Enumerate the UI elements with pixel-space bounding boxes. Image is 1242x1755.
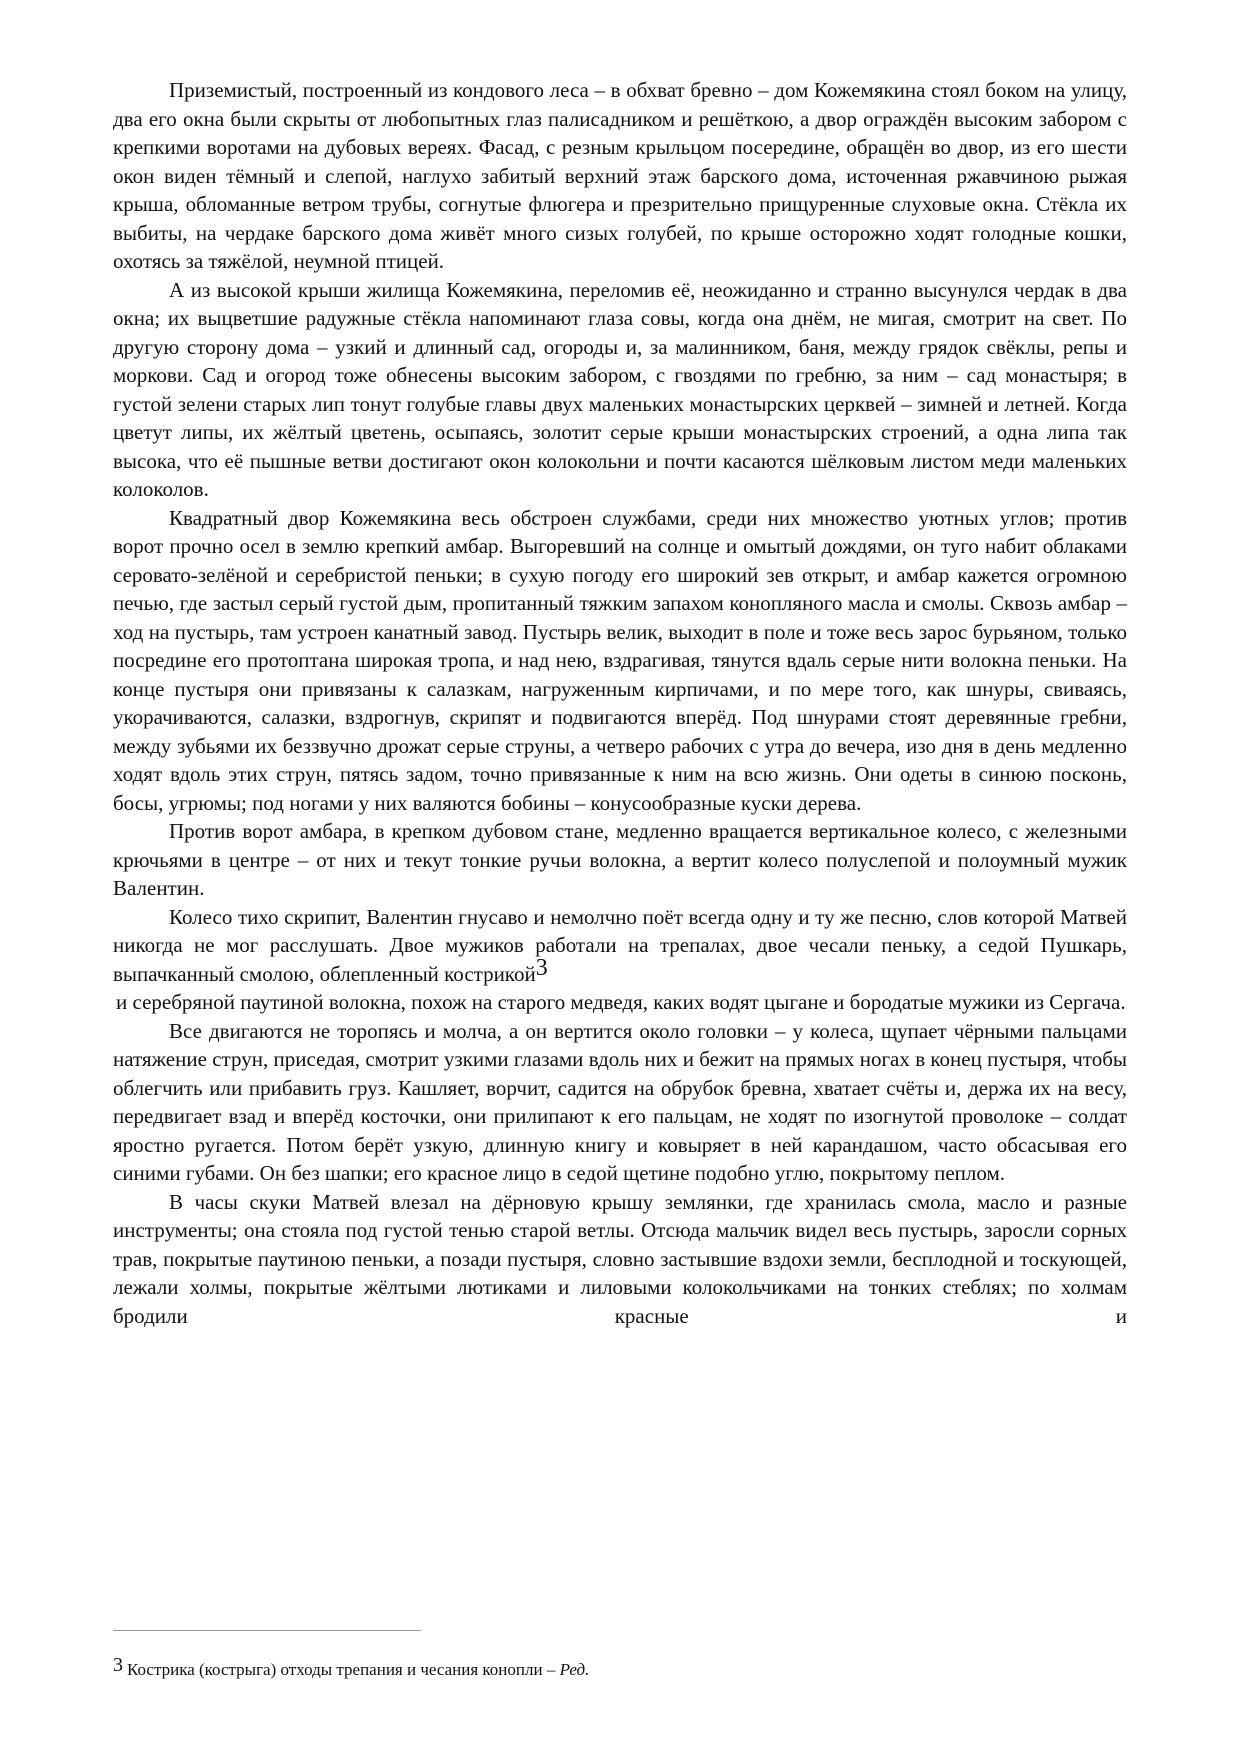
- paragraph-1: Приземистый, построенный из кондового леса – в обхват бревно – дом Кожемякина стоял боком на улицу, два его окна были скрыты от любопытных глаз палисадником и решёткою, а двор ограждён высоким забором с крепкими воротами на дубовых вереях. Фасад, с резным крыльцом посередине, обращён во двор, из его шести окон виден тёмный и слепой, наглухо забитый верхний этаж барского дома, источенная ржавчиною рыжая крыша, обломанные ветром трубы, согнутые флюгера и презрительно прищуренные слуховые окна. Стёкла их выбиты, на чердаке барского дома живёт много сизых голубей, по крыше осторожно ходят голодные кошки, охотясь за тяжёлой, неумной птицей.: [113, 78, 1127, 273]
- paragraph-6: и серебряной паутиной волокна, похож на старого медведя, каких водят цыгане и бородатые мужики из Сергача.: [116, 990, 1126, 1014]
- footnote: [113, 1654, 1127, 1681]
- paragraph-8: В часы скуки Матвей влезал на дёрновую крышу землянки, где хранилась смола, масло и разные инструменты; она стояла под густой тенью старой ветлы. Отсюда мальчик видел весь пустырь, заросли сорных трав, покрытые паутиною пеньки, а позади пустыря, словно застывшие вздохи земли, бесплодной и тоскующей, лежали холмы, покрытые жёлтыми лютиками и лиловыми колокольчиками на тонких стеблях; по холмам бродили красные и: [113, 1189, 1127, 1328]
- paragraph-5: [113, 903, 1127, 989]
- paragraph-5-text: Колесо тихо скрипит, Валентин гнусаво и немолчно поёт всегда одну и ту же песню, слов которой Матвей никогда не мог расслушать. Двое мужиков работали на трепалах, двое чесали пеньку, а седой Пушкарь, выпачканный смолою, облепленный кострикой: [113, 904, 1127, 986]
- footnote-reference[interactable]: 3: [535, 954, 548, 981]
- footnote-divider: [113, 1630, 421, 1631]
- paragraph-3: Квадратный двор Кожемякина весь обстроен службами, среди них множество уютных углов; против ворот прочно осел в землю крепкий амбар. Выгоревший на солнце и омытый дождями, он туго набит облаками серовато-зелёной и серебристой пеньки; в сухую погоду его широкий зев открыт, и амбар кажется огромною печью, где застыл серый густой дым, пропитанный тяжким запахом конопляного масла и смолы. Сквозь амбар – ход на пустырь, там устроен канатный завод. Пустырь велик, выходит в поле и тоже весь зарос бурьяном, только посредине его протоптана широкая тропа, и над нею, вздрагивая, тянутся вдаль серые нити волокна пеньки. На конце пустыря они привязаны к салазкам, нагруженным кирпичами, и по мере того, как шнуры, свиваясь, укорачиваются, салазки, вздрогнув, скрипят и подвигаются вперёд. Под шнурами стоят деревянные гребни, между зубьями их беззвучно дрожат серые струны, а четверо рабочих с утра до вечера, изо дня в день медленно ходят вдоль этих струн, пятясь задом, точно привязанные к ним на всю жизнь. Они одеты в синюю посконь, босы, угрюмы; под ногами у них валяются бобины – конусообразные куски дерева.: [113, 505, 1127, 815]
- footnote-text: Кострика (кострыга) отходы трепания и чесания конопли –: [127, 1660, 560, 1679]
- page-body: [113, 76, 1127, 1330]
- footnote-number: 3: [113, 1654, 123, 1676]
- paragraph-7: Все двигаются не торопясь и молча, а он вертится около головки – у колеса, щупает чёрными пальцами натяжение струн, приседая, смотрит узкими глазами вдоль них и бежит на прямых ногах в конец пустыря, чтобы облегчить или прибавить груз. Кашляет, ворчит, садится на обрубок бревна, хватает счёты и, держа их на весу, передвигает взад и вперёд косточки, они прилипают к его пальцам, не ходят по изогнутой проволоке – солдат яростно ругается. Потом берёт узкую, длинную книгу и ковыряет в ней карандашом, часто обсасывая его синими губами. Он без шапки; его красное лицо в седой щетине подобно углю, покрытому пеплом.: [113, 1018, 1127, 1185]
- paragraph-4: Против ворот амбара, в крепком дубовом стане, медленно вращается вертикальное колесо, с железными крючьями в центре – от них и текут тонкие ручьи волокна, а вертит колесо полуслепой и полоумный мужик Валентин.: [113, 819, 1127, 900]
- paragraph-2: А из высокой крыши жилища Кожемякина, переломив её, неожиданно и странно высунулся чердак в два окна; их выцветшие радужные стёкла напоминают глаза совы, когда она днём, не мигая, смотрит на свет. По другую сторону дома – узкий и длинный сад, огороды и, за малинником, баня, между грядок свёклы, репы и моркови. Сад и огород тоже обнесены высоким забором, с гвоздями по гребню, за ним – сад монастыря; в густой зелени старых лип тонут голубые главы двух маленьких монастырских церквей – зимней и летней. Когда цветут липы, их жёлтый цветень, осыпаясь, золотит серые крыши монастырских строений, а одна липа так высока, что её пышные ветви достигают окон колокольни и почти касаются шёлковым листом меди маленьких колоколов.: [113, 277, 1127, 501]
- footnote-editor-mark: Ред.: [559, 1660, 590, 1679]
